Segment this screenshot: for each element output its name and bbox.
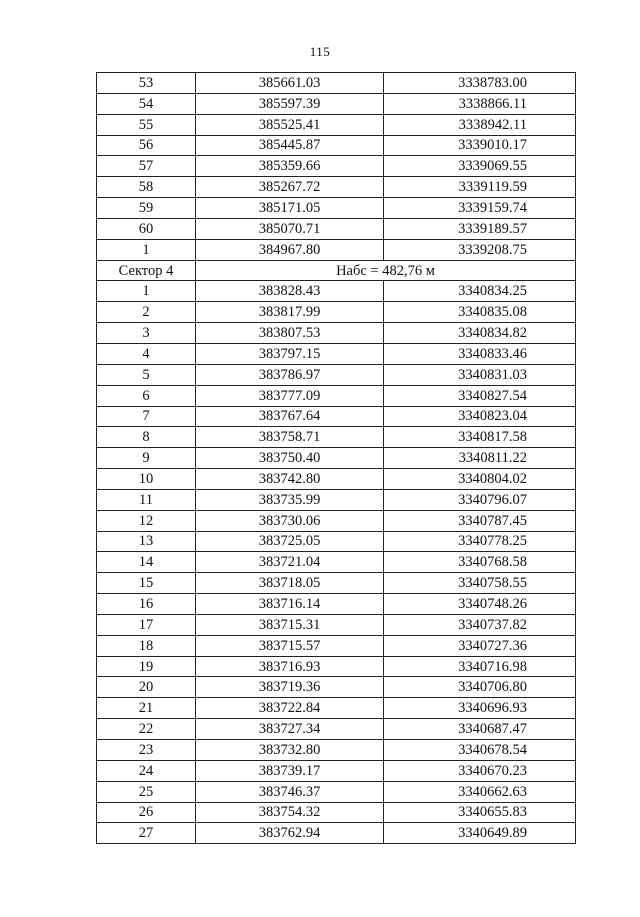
x-coordinate-cell: 383758.71 xyxy=(196,427,384,448)
x-coordinate-cell: 383735.99 xyxy=(196,489,384,510)
y-coordinate-cell: 3339069.55 xyxy=(384,156,576,177)
x-coordinate-cell: 383754.32 xyxy=(196,802,384,823)
table-row xyxy=(97,406,576,427)
point-number-cell: 60 xyxy=(97,218,196,239)
table-row xyxy=(97,427,576,448)
y-coordinate-cell: 3340817.58 xyxy=(384,427,576,448)
point-number-cell: 55 xyxy=(97,114,196,135)
point-number-cell: 18 xyxy=(97,635,196,656)
point-number-cell: 25 xyxy=(97,781,196,802)
point-number-cell: 11 xyxy=(97,489,196,510)
point-number-cell: 15 xyxy=(97,573,196,594)
y-coordinate-cell: 3339189.57 xyxy=(384,218,576,239)
x-coordinate-cell: 383807.53 xyxy=(196,323,384,344)
page-number: 115 xyxy=(309,44,331,59)
point-number-cell: 57 xyxy=(97,156,196,177)
x-coordinate-cell: 383715.57 xyxy=(196,635,384,656)
point-number-cell: 9 xyxy=(97,448,196,469)
point-number-cell: 22 xyxy=(97,719,196,740)
y-coordinate-cell: 3340670.23 xyxy=(384,760,576,781)
table-row xyxy=(97,73,576,94)
table-row xyxy=(97,594,576,615)
x-coordinate-cell: 385171.05 xyxy=(196,198,384,219)
x-coordinate-cell: 383719.36 xyxy=(196,677,384,698)
table-row xyxy=(97,302,576,323)
y-coordinate-cell: 3340662.63 xyxy=(384,781,576,802)
point-number-cell: 8 xyxy=(97,427,196,448)
table-row xyxy=(97,93,576,114)
sector-absolute-height: Набс = 482,76 м xyxy=(196,260,576,281)
y-coordinate-cell: 3340833.46 xyxy=(384,343,576,364)
y-coordinate-cell: 3340831.03 xyxy=(384,364,576,385)
y-coordinate-cell: 3340835.08 xyxy=(384,302,576,323)
y-coordinate-cell: 3340655.83 xyxy=(384,802,576,823)
x-coordinate-cell: 383725.05 xyxy=(196,531,384,552)
x-coordinate-cell: 383742.80 xyxy=(196,469,384,490)
table-row xyxy=(97,218,576,239)
y-coordinate-cell: 3339208.75 xyxy=(384,239,576,260)
table-row xyxy=(97,614,576,635)
y-coordinate-cell: 3340811.22 xyxy=(384,448,576,469)
table-row xyxy=(97,802,576,823)
point-number-cell: 4 xyxy=(97,343,196,364)
x-coordinate-cell: 383716.93 xyxy=(196,656,384,677)
y-coordinate-cell: 3340758.55 xyxy=(384,573,576,594)
table-row xyxy=(97,135,576,156)
y-coordinate-cell: 3340678.54 xyxy=(384,740,576,761)
point-number-cell: 17 xyxy=(97,614,196,635)
point-number-cell: 56 xyxy=(97,135,196,156)
table-row xyxy=(97,156,576,177)
point-number-cell: 53 xyxy=(97,73,196,94)
point-number-cell: 1 xyxy=(97,239,196,260)
table-row xyxy=(97,781,576,802)
x-coordinate-cell: 383786.97 xyxy=(196,364,384,385)
coordinates-table-body xyxy=(97,73,576,844)
table-row xyxy=(97,489,576,510)
x-coordinate-cell: 385525.41 xyxy=(196,114,384,135)
point-number-cell: 26 xyxy=(97,802,196,823)
point-number-cell: 24 xyxy=(97,760,196,781)
x-coordinate-cell: 384967.80 xyxy=(196,239,384,260)
y-coordinate-cell: 3340787.45 xyxy=(384,510,576,531)
table-row xyxy=(97,635,576,656)
point-number-cell: 6 xyxy=(97,385,196,406)
table-row xyxy=(97,385,576,406)
x-coordinate-cell: 383730.06 xyxy=(196,510,384,531)
x-coordinate-cell: 383767.64 xyxy=(196,406,384,427)
y-coordinate-cell: 3340737.82 xyxy=(384,614,576,635)
table-row xyxy=(97,760,576,781)
y-coordinate-cell: 3340649.89 xyxy=(384,823,576,844)
x-coordinate-cell: 385070.71 xyxy=(196,218,384,239)
point-number-cell: 20 xyxy=(97,677,196,698)
point-number-cell: 5 xyxy=(97,364,196,385)
x-coordinate-cell: 385597.39 xyxy=(196,93,384,114)
x-coordinate-cell: 383715.31 xyxy=(196,614,384,635)
y-coordinate-cell: 3340778.25 xyxy=(384,531,576,552)
point-number-cell: 12 xyxy=(97,510,196,531)
table-row xyxy=(97,698,576,719)
x-coordinate-cell: 383797.15 xyxy=(196,343,384,364)
point-number-cell: 19 xyxy=(97,656,196,677)
y-coordinate-cell: 3340834.25 xyxy=(384,281,576,302)
table-row xyxy=(97,510,576,531)
y-coordinate-cell: 3339119.59 xyxy=(384,177,576,198)
point-number-cell: 14 xyxy=(97,552,196,573)
x-coordinate-cell: 383739.17 xyxy=(196,760,384,781)
y-coordinate-cell: 3339159.74 xyxy=(384,198,576,219)
sector-label: Сектор 4 xyxy=(97,260,196,281)
y-coordinate-cell: 3338942.11 xyxy=(384,114,576,135)
point-number-cell: 27 xyxy=(97,823,196,844)
table-row xyxy=(97,323,576,344)
x-coordinate-cell: 383746.37 xyxy=(196,781,384,802)
point-number-cell: 16 xyxy=(97,594,196,615)
point-number-cell: 21 xyxy=(97,698,196,719)
x-coordinate-cell: 383732.80 xyxy=(196,740,384,761)
table-row xyxy=(97,531,576,552)
sector-header-row xyxy=(97,260,576,281)
table-row xyxy=(97,656,576,677)
table-row xyxy=(97,364,576,385)
x-coordinate-cell: 383817.99 xyxy=(196,302,384,323)
point-number-cell: 59 xyxy=(97,198,196,219)
x-coordinate-cell: 383777.09 xyxy=(196,385,384,406)
x-coordinate-cell: 383750.40 xyxy=(196,448,384,469)
y-coordinate-cell: 3340716.98 xyxy=(384,656,576,677)
table-row xyxy=(97,552,576,573)
x-coordinate-cell: 385661.03 xyxy=(196,73,384,94)
y-coordinate-cell: 3340827.54 xyxy=(384,385,576,406)
coordinates-table xyxy=(96,72,576,844)
y-coordinate-cell: 3340696.93 xyxy=(384,698,576,719)
y-coordinate-cell: 3339010.17 xyxy=(384,135,576,156)
y-coordinate-cell: 3340834.82 xyxy=(384,323,576,344)
table-row xyxy=(97,719,576,740)
table-row xyxy=(97,177,576,198)
y-coordinate-cell: 3340796.07 xyxy=(384,489,576,510)
table-row xyxy=(97,573,576,594)
table-row xyxy=(97,740,576,761)
y-coordinate-cell: 3340748.26 xyxy=(384,594,576,615)
y-coordinate-cell: 3340804.02 xyxy=(384,469,576,490)
x-coordinate-cell: 383762.94 xyxy=(196,823,384,844)
table-row xyxy=(97,448,576,469)
y-coordinate-cell: 3338866.11 xyxy=(384,93,576,114)
table-row xyxy=(97,823,576,844)
y-coordinate-cell: 3340768.58 xyxy=(384,552,576,573)
table-row xyxy=(97,239,576,260)
x-coordinate-cell: 383721.04 xyxy=(196,552,384,573)
y-coordinate-cell: 3340687.47 xyxy=(384,719,576,740)
x-coordinate-cell: 383828.43 xyxy=(196,281,384,302)
table-row xyxy=(97,281,576,302)
point-number-cell: 2 xyxy=(97,302,196,323)
point-number-cell: 23 xyxy=(97,740,196,761)
y-coordinate-cell: 3340823.04 xyxy=(384,406,576,427)
x-coordinate-cell: 383727.34 xyxy=(196,719,384,740)
x-coordinate-cell: 383716.14 xyxy=(196,594,384,615)
x-coordinate-cell: 385445.87 xyxy=(196,135,384,156)
point-number-cell: 7 xyxy=(97,406,196,427)
y-coordinate-cell: 3338783.00 xyxy=(384,73,576,94)
table-row xyxy=(97,343,576,364)
point-number-cell: 3 xyxy=(97,323,196,344)
y-coordinate-cell: 3340706.80 xyxy=(384,677,576,698)
x-coordinate-cell: 383722.84 xyxy=(196,698,384,719)
point-number-cell: 10 xyxy=(97,469,196,490)
point-number-cell: 1 xyxy=(97,281,196,302)
table-row xyxy=(97,677,576,698)
y-coordinate-cell: 3340727.36 xyxy=(384,635,576,656)
table-row xyxy=(97,114,576,135)
x-coordinate-cell: 385359.66 xyxy=(196,156,384,177)
point-number-cell: 54 xyxy=(97,93,196,114)
x-coordinate-cell: 385267.72 xyxy=(196,177,384,198)
point-number-cell: 58 xyxy=(97,177,196,198)
point-number-cell: 13 xyxy=(97,531,196,552)
x-coordinate-cell: 383718.05 xyxy=(196,573,384,594)
table-row xyxy=(97,198,576,219)
table-row xyxy=(97,469,576,490)
